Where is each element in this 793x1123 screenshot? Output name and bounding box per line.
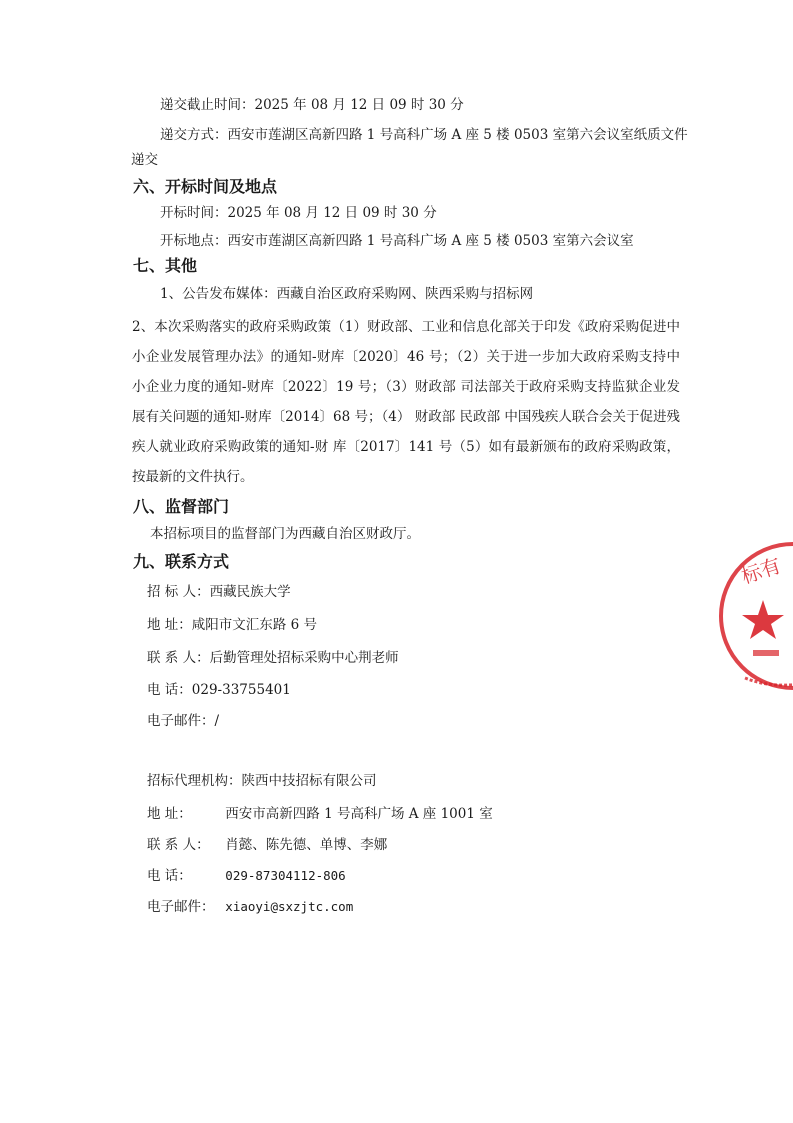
section8-heading: 八、监督部门 [133,497,230,516]
submission-deadline: 递交截止时间：2025 年 08 月 12 日 09 时 30 分 [160,97,464,113]
procurement-policy-paragraph: 2、本次采购落实的政府采购政策（1）财政部、工业和信息化部关于印发《政府采购促进中小企业发展管理办法》的通知-财库〔2020〕46 号；（2）关于进一步加大政府采购支持中小企业力度的通知-财库〔2022〕19 号；（3）财政部 司法部关于政府采购支持监狱企业发展有关问题的通知-财库〔2014〕68 号；（4） 财政部 民政部 中国残疾人联合会关于促进残疾人就业政府采购政策的通知-财 库〔2017〕141 号（5）如有最新颁布的政府采购政策，按最新的文件执行。 [132,319,680,485]
submission-method-line2: 递交 [131,152,158,168]
publish-media: 1、公告发布媒体：西藏自治区政府采购网、陕西采购与招标网 [160,286,534,302]
company-seal-stamp [715,538,793,698]
seal-text: 标有 [738,553,784,589]
agency-address-label: 地 址： [147,806,192,822]
agency-name: 招标代理机构：陕西中技招标有限公司 [147,773,377,789]
agency-contact-label: 联 系 人： [147,837,210,853]
agency-address: 西安市高新四路 1 号高科广场 A 座 1001 室 [225,806,493,822]
supervision-text: 本招标项目的监督部门为西藏自治区财政厅。 [150,526,420,542]
agency-email-label: 电子邮件： [147,899,215,915]
agency-phone: 029-87304112-806 [225,868,346,883]
purchaser-address: 地 址：咸阳市文汇东路 6 号 [147,617,317,633]
agency-contact: 肖懿、陈先德、单博、李娜 [225,837,388,853]
seal-mark [753,650,779,656]
purchaser-phone: 电 话：029-33755401 [147,682,291,698]
bid-opening-time: 开标时间：2025 年 08 月 12 日 09 时 30 分 [160,205,437,221]
section6-heading: 六、开标时间及地点 [133,177,278,196]
submission-method-line1: 递交方式：西安市莲湖区高新四路 1 号高科广场 A 座 5 楼 0503 室第六会议室纸质文件 [160,127,688,143]
purchaser-name: 招 标 人：西藏民族大学 [147,584,291,600]
agency-contact-row [147,836,387,854]
agency-address-row [147,805,493,823]
agency-phone-label: 电 话： [147,868,192,884]
agency-email: xiaoyi@sxzjtc.com [225,899,354,914]
section7-heading: 七、其他 [133,256,198,275]
agency-email-row [147,898,353,916]
section9-heading: 九、联系方式 [133,552,230,571]
seal-star-icon [742,600,784,639]
agency-phone-row [147,867,346,885]
purchaser-email: 电子邮件：/ [147,713,220,729]
purchaser-contact: 联 系 人：后勤管理处招标采购中心荆老师 [147,650,399,666]
bid-opening-place: 开标地点：西安市莲湖区高新四路 1 号高科广场 A 座 5 楼 0503 室第六会议室 [160,233,634,249]
